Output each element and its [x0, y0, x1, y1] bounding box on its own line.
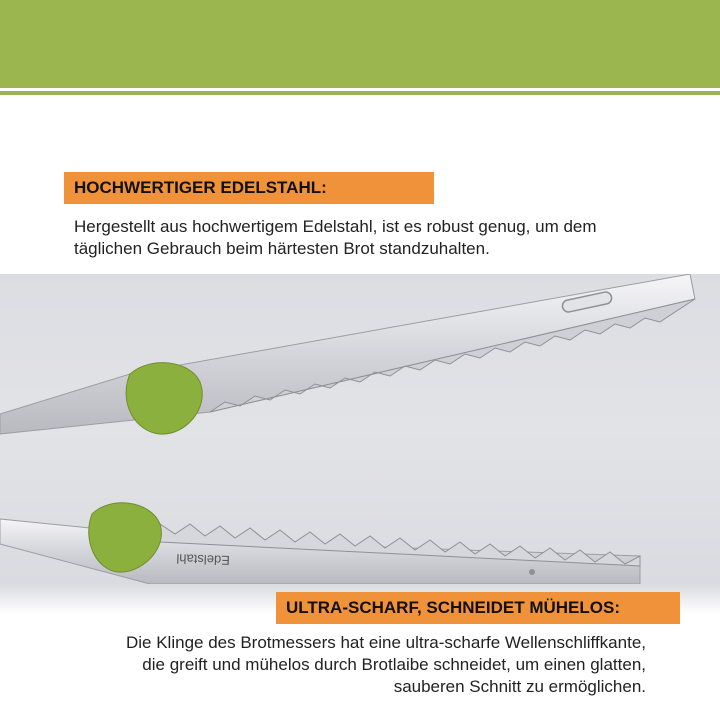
- section2-line3: sauberen Schnitt zu ermöglichen.: [393, 677, 646, 696]
- header-green-bar: [0, 0, 720, 88]
- section1-heading: HOCHWERTIGER EDELSTAHL:: [64, 172, 434, 204]
- section1-description: [74, 216, 714, 260]
- section2-heading: ULTRA-SCHARF, SCHNEIDET MÜHELOS:: [276, 592, 680, 624]
- section2-line1: Die Klinge des Brotmessers hat eine ultra-scharfe Wellenschliffkante,: [125, 633, 646, 652]
- upper-knife: [0, 274, 695, 434]
- section1-line1: Hergestellt aus hochwertigem Edelstahl, ist es robust genug, um dem: [74, 217, 597, 236]
- header-divider-line: [0, 91, 720, 95]
- section1-line2: täglichen Gebrauch beim härtesten Brot standzuhalten.: [74, 239, 490, 258]
- section2-line2: die greift und mühelos durch Brotlaibe schneidet, um einen glatten,: [142, 655, 646, 674]
- product-photo: [0, 274, 720, 584]
- lower-knife: [0, 503, 640, 584]
- section2-description: [20, 632, 646, 698]
- bread-knife-illustration: [0, 274, 720, 584]
- blade-engraving: Edelstahl: [176, 551, 231, 568]
